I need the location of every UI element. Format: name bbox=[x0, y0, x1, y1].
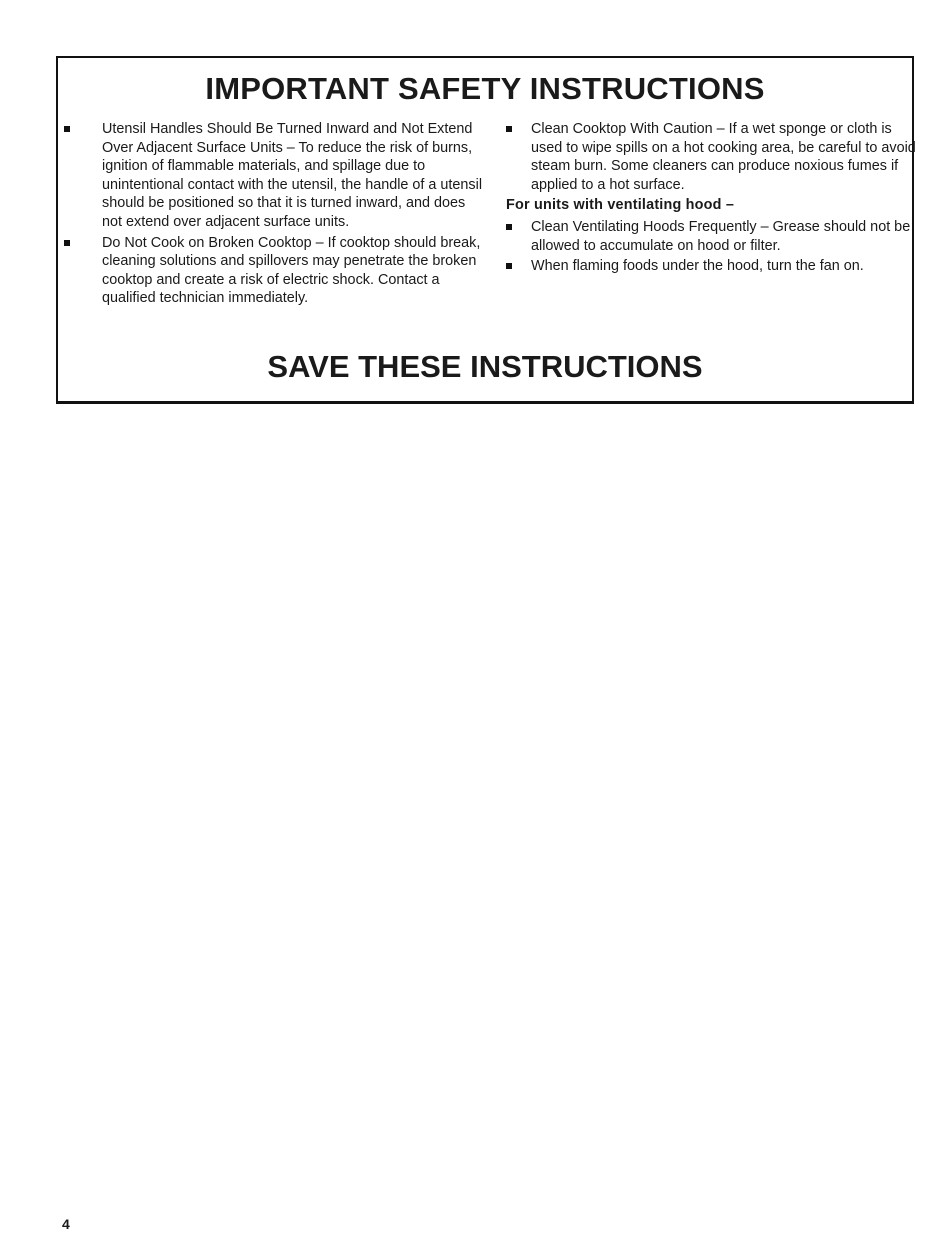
list-item bbox=[506, 120, 916, 194]
list-item bbox=[506, 257, 916, 276]
square-bullet-icon bbox=[64, 126, 70, 132]
instruction-text: Utensil Handles Should Be Turned Inward and Not Extend Over Adjacent Surface Units – To reduce the risk of burns, ignition of flammable materials, and spillage due to unintentional contact with the utensil, the handle of a utensil should be positioned so that it is turned inward, and does not extend over adjacent surface units. bbox=[102, 121, 483, 230]
square-bullet-icon bbox=[506, 126, 512, 132]
left-instructions-list bbox=[64, 120, 484, 310]
square-bullet-icon bbox=[64, 240, 70, 246]
ventilating-hood-subheading: For units with ventilating hood – bbox=[506, 197, 735, 214]
instruction-text: Do Not Cook on Broken Cooktop – If cooktop should break, cleaning solutions and spillovers may penetrate the broken cooktop and create a risk of electric shock. Contact a qualified technician immediately. bbox=[102, 234, 481, 307]
right-instructions-list bbox=[506, 120, 916, 278]
list-item bbox=[506, 218, 916, 255]
page-title: IMPORTANT SAFETY INSTRUCTIONS bbox=[205, 71, 765, 106]
instruction-text: When flaming foods under the hood, turn the fan on. bbox=[531, 258, 864, 275]
instruction-text: Clean Cooktop With Caution – If a wet sponge or cloth is used to wipe spills on a hot cooking area, be careful to avoid steam burn. Some cleaners can produce noxious fumes if applied to a hot surface. bbox=[531, 121, 916, 193]
save-instructions-title: SAVE THESE INSTRUCTIONS bbox=[267, 349, 703, 384]
list-item bbox=[64, 120, 484, 232]
square-bullet-icon bbox=[506, 263, 512, 269]
list-item bbox=[64, 234, 484, 308]
page-number: 4 bbox=[62, 1216, 70, 1232]
square-bullet-icon bbox=[506, 224, 512, 230]
safety-instructions-box bbox=[56, 56, 914, 404]
instruction-text: Clean Ventilating Hoods Frequently – Grease should not be allowed to accumulate on hood or filter. bbox=[531, 218, 911, 254]
